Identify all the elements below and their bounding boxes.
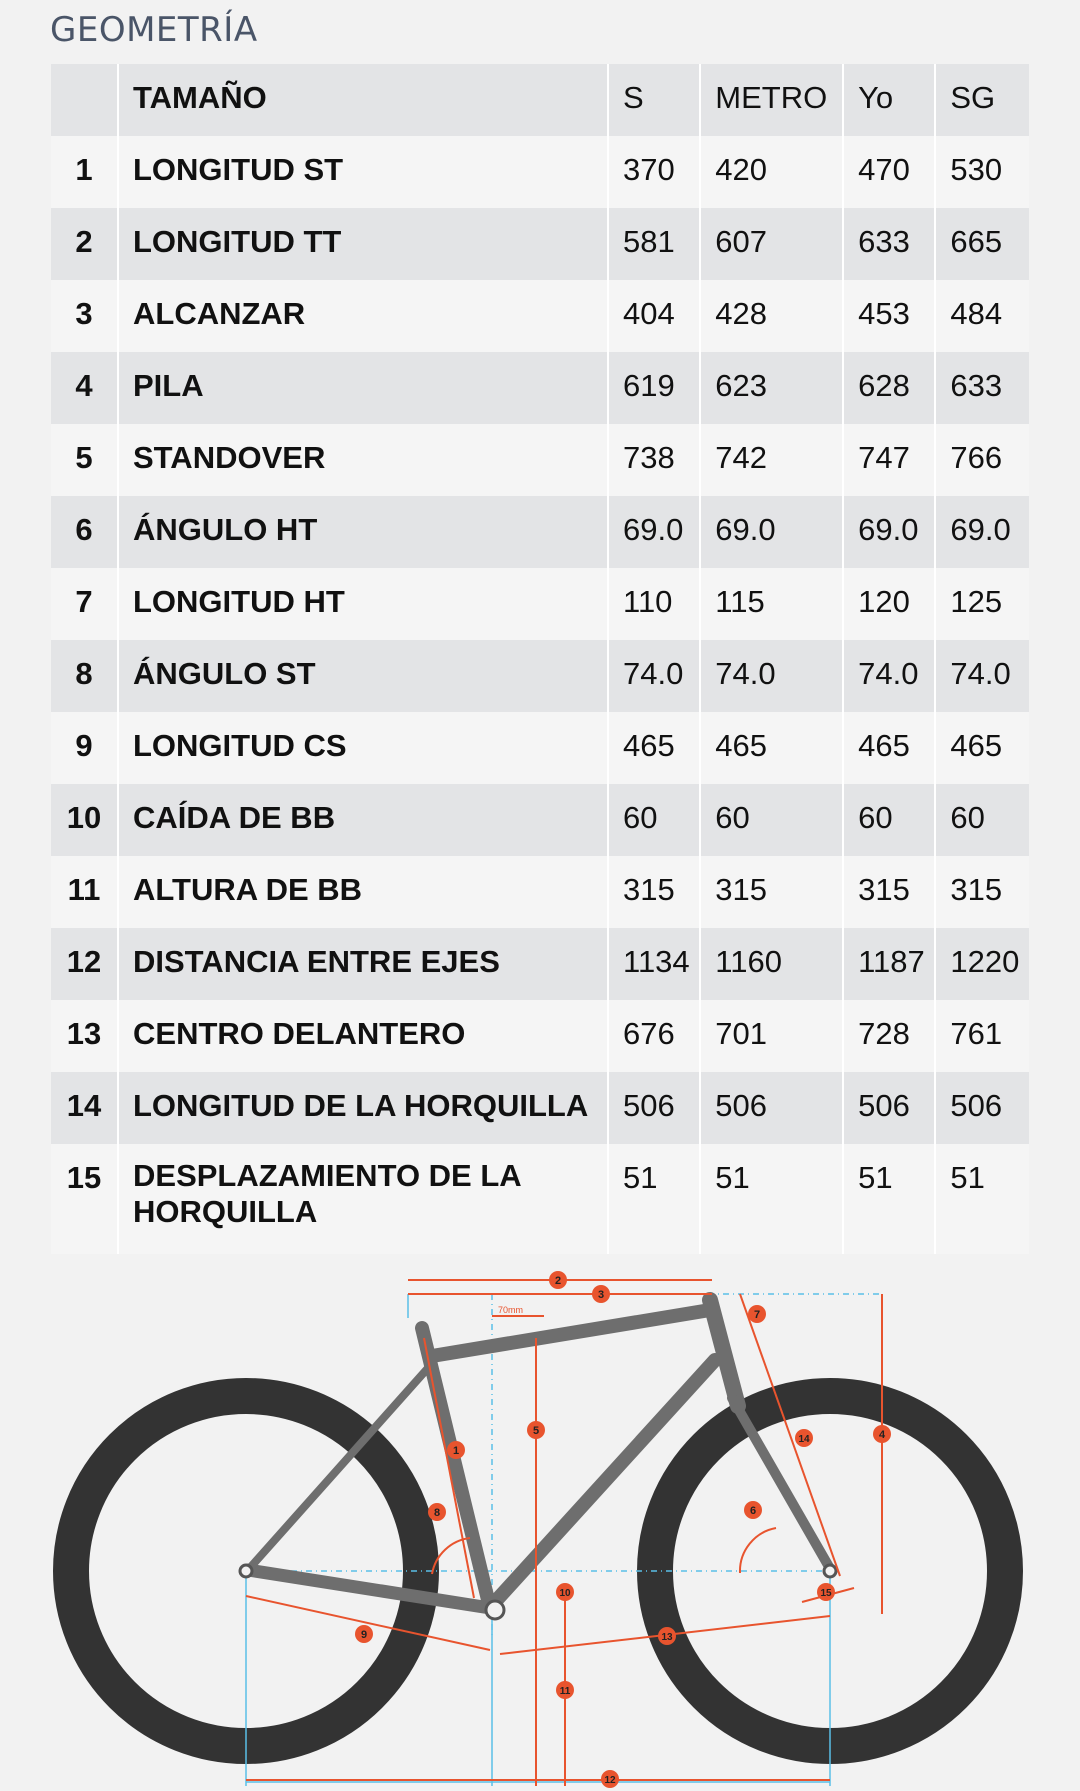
cell-value: 1160 (701, 928, 844, 1000)
cell-value: 315 (609, 856, 701, 928)
row-number: 15 (51, 1144, 119, 1254)
header-size-l: Yo (844, 64, 936, 136)
cell-value: 581 (609, 208, 701, 280)
svg-text:13: 13 (661, 1632, 673, 1643)
cell-value: 738 (609, 424, 701, 496)
table-header-row (51, 64, 1029, 136)
header-size-s: S (609, 64, 701, 136)
row-label: STANDOVER (119, 424, 609, 496)
row-number: 7 (51, 568, 119, 640)
row-label-line: DESPLAZAMIENTO DE LA (133, 1158, 522, 1193)
marker-1-icon (447, 1441, 465, 1459)
cell-value: 465 (609, 712, 701, 784)
cell-value: 69.0 (609, 496, 701, 568)
cell-value: 125 (936, 568, 1029, 640)
cell-value: 453 (844, 280, 936, 352)
header-size-label: TAMAÑO (119, 64, 609, 136)
cell-value: 506 (936, 1072, 1029, 1144)
row-label: ÁNGULO ST (119, 640, 609, 712)
cell-value: 484 (936, 280, 1029, 352)
row-number: 3 (51, 280, 119, 352)
cell-value: 506 (701, 1072, 844, 1144)
cell-value: 465 (701, 712, 844, 784)
page-title: GEOMETRÍA (50, 10, 258, 50)
cell-value: 315 (936, 856, 1029, 928)
cell-value: 315 (701, 856, 844, 928)
cell-value: 69.0 (844, 496, 936, 568)
table-row (51, 496, 1029, 568)
cell-value: 51 (936, 1144, 1029, 1254)
cell-value: 60 (844, 784, 936, 856)
table-row (51, 568, 1029, 640)
row-number: 5 (51, 424, 119, 496)
svg-text:14: 14 (798, 1434, 810, 1445)
row-label: CENTRO DELANTERO (119, 1000, 609, 1072)
cell-value: 628 (844, 352, 936, 424)
row-number: 14 (51, 1072, 119, 1144)
row-number: 4 (51, 352, 119, 424)
cell-value: 747 (844, 424, 936, 496)
table-row (51, 1072, 1029, 1144)
svg-text:2: 2 (554, 1275, 562, 1287)
svg-text:4: 4 (878, 1429, 886, 1441)
header-num-cell (51, 64, 119, 136)
row-label: PILA (119, 352, 609, 424)
svg-text:9: 9 (360, 1629, 368, 1641)
table-row (51, 712, 1029, 784)
bike-geometry-diagram (50, 1258, 1030, 1788)
cell-value: 60 (701, 784, 844, 856)
row-number: 2 (51, 208, 119, 280)
row-number: 12 (51, 928, 119, 1000)
cell-value: 623 (701, 352, 844, 424)
row-label: ALTURA DE BB (119, 856, 609, 928)
marker-10-icon (556, 1583, 574, 1601)
cell-value: 115 (701, 568, 844, 640)
cell-value: 74.0 (844, 640, 936, 712)
marker-9-icon (355, 1625, 373, 1643)
cell-value: 761 (936, 1000, 1029, 1072)
cell-value: 74.0 (936, 640, 1029, 712)
cell-value: 110 (609, 568, 701, 640)
table-row (51, 352, 1029, 424)
row-label: LONGITUD HT (119, 568, 609, 640)
cell-value: 51 (844, 1144, 936, 1254)
table-row (51, 784, 1029, 856)
table-row (51, 928, 1029, 1000)
marker-5-icon (527, 1421, 545, 1439)
table-row (51, 1144, 1029, 1254)
marker-3-icon (592, 1285, 610, 1303)
table-row (51, 856, 1029, 928)
cell-value: 465 (936, 712, 1029, 784)
svg-text:3: 3 (597, 1289, 605, 1301)
table-row (51, 136, 1029, 208)
row-number: 11 (51, 856, 119, 928)
svg-text:7: 7 (753, 1309, 761, 1321)
marker-12-icon (601, 1770, 619, 1788)
row-number: 8 (51, 640, 119, 712)
geometry-table (51, 64, 1029, 1254)
row-label-line: HORQUILLA (133, 1194, 318, 1229)
svg-text:8: 8 (433, 1507, 441, 1519)
cell-value: 370 (609, 136, 701, 208)
svg-text:10: 10 (559, 1588, 571, 1599)
cell-value: 470 (844, 136, 936, 208)
table-row (51, 640, 1029, 712)
marker-8-icon (428, 1503, 446, 1521)
svg-text:6: 6 (749, 1505, 757, 1517)
row-label: LONGITUD TT (119, 208, 609, 280)
cell-value: 51 (609, 1144, 701, 1254)
cell-value: 701 (701, 1000, 844, 1072)
cell-value: 633 (844, 208, 936, 280)
table-row (51, 280, 1029, 352)
svg-text:11: 11 (559, 1686, 571, 1697)
cell-value: 1220 (936, 928, 1029, 1000)
row-label (119, 1144, 609, 1254)
table-row (51, 208, 1029, 280)
svg-text:15: 15 (820, 1588, 832, 1599)
row-label: LONGITUD CS (119, 712, 609, 784)
svg-text:5: 5 (532, 1425, 540, 1437)
cell-value: 607 (701, 208, 844, 280)
marker-13-icon (658, 1627, 676, 1645)
row-number: 13 (51, 1000, 119, 1072)
marker-11-icon (556, 1681, 574, 1699)
row-number: 1 (51, 136, 119, 208)
svg-text:1: 1 (452, 1445, 460, 1457)
marker-2-icon (549, 1271, 567, 1289)
cell-value: 530 (936, 136, 1029, 208)
cell-value: 120 (844, 568, 936, 640)
cell-value: 506 (609, 1072, 701, 1144)
cell-value: 74.0 (609, 640, 701, 712)
cell-value: 728 (844, 1000, 936, 1072)
cell-value: 506 (844, 1072, 936, 1144)
cell-value: 74.0 (701, 640, 844, 712)
cell-value: 465 (844, 712, 936, 784)
row-number: 10 (51, 784, 119, 856)
cell-value: 404 (609, 280, 701, 352)
row-label: DISTANCIA ENTRE EJES (119, 928, 609, 1000)
cell-value: 1134 (609, 928, 701, 1000)
header-size-m: METRO (701, 64, 844, 136)
cell-value: 69.0 (936, 496, 1029, 568)
cell-value: 60 (936, 784, 1029, 856)
table-row (51, 1000, 1029, 1072)
row-label: ÁNGULO HT (119, 496, 609, 568)
marker-4-icon (873, 1425, 891, 1443)
svg-text:12: 12 (604, 1775, 616, 1786)
cell-value: 676 (609, 1000, 701, 1072)
cell-value: 633 (936, 352, 1029, 424)
marker-14-icon (795, 1429, 813, 1447)
marker-6-icon (744, 1501, 762, 1519)
cell-value: 1187 (844, 928, 936, 1000)
row-number: 6 (51, 496, 119, 568)
cell-value: 60 (609, 784, 701, 856)
cell-value: 428 (701, 280, 844, 352)
cell-value: 742 (701, 424, 844, 496)
row-label: LONGITUD ST (119, 136, 609, 208)
cell-value: 420 (701, 136, 844, 208)
row-label: ALCANZAR (119, 280, 609, 352)
offset-label: 70mm (498, 1305, 524, 1315)
cell-value: 51 (701, 1144, 844, 1254)
marker-7-icon (748, 1305, 766, 1323)
row-number: 9 (51, 712, 119, 784)
row-label: LONGITUD DE LA HORQUILLA (119, 1072, 609, 1144)
marker-15-icon (817, 1583, 835, 1601)
cell-value: 665 (936, 208, 1029, 280)
cell-value: 315 (844, 856, 936, 928)
row-label: CAÍDA DE BB (119, 784, 609, 856)
cell-value: 69.0 (701, 496, 844, 568)
header-size-xl: SG (936, 64, 1029, 136)
cell-value: 766 (936, 424, 1029, 496)
cell-value: 619 (609, 352, 701, 424)
table-row (51, 424, 1029, 496)
